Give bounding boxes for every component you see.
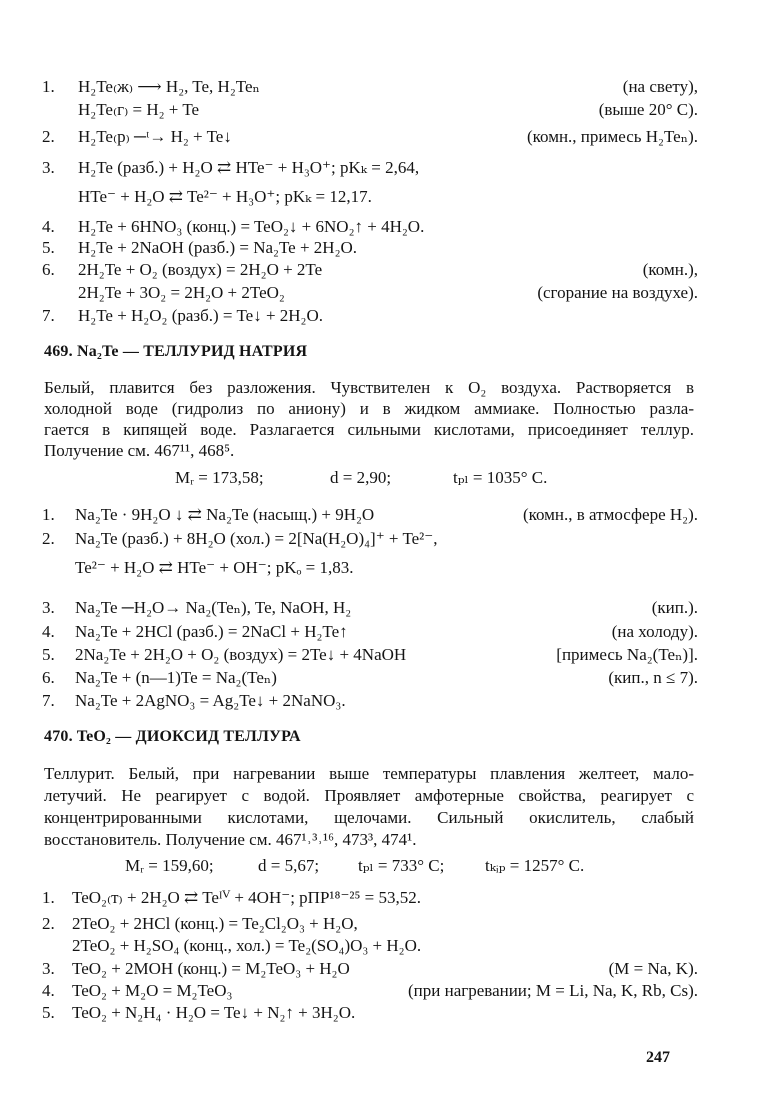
equation: TeO₂₍т₎ + 2H₂O ⇄ Teᴵⱽ + 4OH⁻; pПР¹⁸⁻²⁵ = 53,52. — [72, 888, 422, 907]
condition-note: (комн.), — [642, 260, 698, 279]
reaction-line — [0, 99, 768, 121]
paragraph-text: холодной воде (гидролиз по аниону) и в жидком аммиаке. Полностью разла- — [44, 399, 694, 418]
equation: Na₂Te + 2HCl (разб.) = 2NaCl + H₂Te↑ — [75, 622, 348, 641]
reaction-line — [0, 913, 768, 935]
molar-mass: Mᵣ = 173,58; — [175, 468, 264, 487]
reaction-line — [0, 1002, 768, 1024]
equation: TeO₂ + N₂H₄ · H₂O = Te↓ + N₂↑ + 3H₂O. — [72, 1003, 356, 1022]
reaction-line — [0, 980, 768, 1002]
melting-point: tₚₗ = 733° С; — [358, 856, 445, 875]
melting-point: tₚₗ = 1035° С. — [453, 468, 548, 487]
reaction-line — [0, 282, 768, 304]
equation: Te²⁻ + H₂O ⇄ HTe⁻ + OH⁻; pKₒ = 1,83. — [75, 558, 354, 577]
item-number: 7. — [42, 691, 55, 710]
reaction-line — [0, 597, 768, 619]
reaction-line — [0, 126, 768, 148]
equation: Na₂Te ─H₂O→ Na₂(Teₙ), Te, NaOH, H₂ — [75, 598, 352, 617]
paragraph-line — [0, 398, 768, 420]
item-number: 3. — [42, 598, 55, 617]
reaction-line — [0, 667, 768, 689]
condition-note: (на свету), — [622, 77, 698, 96]
paragraph-line — [0, 377, 768, 399]
reaction-line — [0, 644, 768, 666]
page-number: 247 — [646, 1049, 670, 1066]
item-number: 5. — [42, 1003, 55, 1022]
equation: 2TeO₂ + 2HCl (конц.) = Te₂Cl₂O₃ + H₂O, — [72, 914, 358, 933]
section-heading — [0, 342, 768, 364]
reaction-line — [0, 958, 768, 980]
condition-note: (при нагревании; M = Li, Na, K, Rb, Cs). — [408, 981, 698, 1000]
paragraph-text: Теллурит. Белый, при нагревании выше температуры плавления желтеет, мало- — [44, 764, 694, 783]
reaction-line — [0, 887, 768, 909]
item-number: 4. — [42, 981, 55, 1000]
item-number: 7. — [42, 306, 55, 325]
equation: HTe⁻ + H₂O ⇄ Te²⁻ + H₃O⁺; pKₖ = 12,17. — [78, 187, 372, 206]
section-heading-text: 469. Na₂Te — ТЕЛЛУРИД НАТРИЯ — [44, 343, 308, 360]
condition-note: (кип.). — [651, 598, 698, 617]
reaction-line — [0, 305, 768, 327]
equation: H₂Te₍ж₎ ⟶ H₂, Te, H₂Teₙ — [78, 77, 260, 96]
condition-note: (M = Na, K). — [608, 959, 698, 978]
density: d = 2,90; — [330, 468, 392, 487]
reaction-line — [0, 557, 768, 579]
section-heading-text: 470. TeO₂ — ДИОКСИД ТЕЛЛУРА — [44, 728, 301, 745]
item-number: 3. — [42, 959, 55, 978]
item-number: 3. — [42, 158, 55, 177]
reaction-line — [0, 528, 768, 550]
reaction-line — [0, 237, 768, 259]
paragraph-line — [0, 785, 768, 807]
reaction-line — [0, 259, 768, 281]
reaction-line — [0, 76, 768, 98]
condition-note: (кип., n ≤ 7). — [608, 668, 698, 687]
item-number: 6. — [42, 668, 55, 687]
item-number: 6. — [42, 260, 55, 279]
paragraph-line — [0, 829, 768, 851]
item-number: 4. — [42, 217, 55, 236]
equation: 2H₂Te + O₂ (воздух) = 2H₂O + 2Te — [78, 260, 323, 279]
equation: TeO₂ + M₂O = M₂TeO₃ — [72, 981, 233, 1000]
reaction-line — [0, 504, 768, 526]
boiling-point: tₖᵢₚ = 1257° С. — [485, 856, 585, 875]
paragraph-line — [0, 419, 768, 441]
paragraph-line — [0, 440, 768, 462]
reaction-line — [0, 935, 768, 957]
item-number: 2. — [42, 529, 55, 548]
item-number: 2. — [42, 914, 55, 933]
density: d = 5,67; — [258, 856, 320, 875]
reaction-line — [0, 690, 768, 712]
condition-note: (выше 20° С). — [598, 100, 698, 119]
properties-line — [0, 467, 768, 489]
item-number: 1. — [42, 888, 55, 907]
molar-mass: Mᵣ = 159,60; — [125, 856, 214, 875]
equation: H₂Te + 2NaOH (разб.) = Na₂Te + 2H₂O. — [78, 238, 358, 257]
item-number: 5. — [42, 645, 55, 664]
reaction-line — [0, 157, 768, 179]
equation: H₂Te (разб.) + H₂O ⇄ HTe⁻ + H₃O⁺; pKₖ = 2,64, — [78, 158, 420, 177]
item-number: 1. — [42, 77, 55, 96]
properties-line — [0, 855, 768, 877]
section-heading — [0, 727, 768, 749]
reaction-line — [0, 621, 768, 643]
item-number: 2. — [42, 127, 55, 146]
equation: Na₂Te · 9H₂O ↓ ⇄ Na₂Te (насыщ.) + 9H₂O — [75, 505, 375, 524]
paragraph-line — [0, 763, 768, 785]
reaction-line — [0, 216, 768, 238]
equation: H₂Te₍г₎ = H₂ + Te — [78, 100, 200, 119]
condition-note: (сгорание на воздухе). — [537, 283, 698, 302]
condition-note: (комн., в атмосфере H₂). — [522, 505, 698, 524]
paragraph-text: летучий. Не реагирует с водой. Проявляет амфотерные свойства, реагирует с — [44, 786, 694, 805]
condition-note: (на холоду). — [611, 622, 698, 641]
condition-note: [примесь Na₂(Teₙ)]. — [556, 645, 698, 664]
equation: 2H₂Te + 3O₂ = 2H₂O + 2TeO₂ — [78, 283, 285, 302]
equation: Na₂Te + 2AgNO₃ = Ag₂Te↓ + 2NaNO₃. — [75, 691, 346, 710]
equation: H₂Te + H₂O₂ (разб.) = Te↓ + 2H₂O. — [78, 306, 324, 325]
equation: TeO₂ + 2MOH (конц.) = M₂TeO₃ + H₂O — [72, 959, 350, 978]
reaction-line — [0, 186, 768, 208]
equation: Na₂Te (разб.) + 8H₂O (хол.) = 2[Na(H₂O)₄]⁺ + Te²⁻, — [75, 529, 438, 548]
equation: 2Na₂Te + 2H₂O + O₂ (воздух) = 2Te↓ + 4NaOH — [75, 645, 407, 664]
condition-note: (комн., примесь H₂Teₙ). — [526, 127, 698, 146]
item-number: 1. — [42, 505, 55, 524]
paragraph-text: концентрированными кислотами, щелочами. Сильный окислитель, слабый — [44, 808, 694, 827]
item-number: 4. — [42, 622, 55, 641]
paragraph-text: Белый, плавится без разложения. Чувствителен к O₂ воздуха. Растворяется в — [44, 378, 694, 397]
paragraph-text: гается в кипящей воде. Разлагается сильными кислотами, присоединяет теллур. — [44, 420, 694, 439]
equation: Na₂Te + (n—1)Te = Na₂(Teₙ) — [75, 668, 277, 687]
paragraph-line — [0, 807, 768, 829]
item-number: 5. — [42, 238, 55, 257]
equation: H₂Te + 6HNO₃ (конц.) = TeO₂↓ + 6NO₂↑ + 4H₂O. — [78, 217, 425, 236]
paragraph-text: Получение см. 467¹¹, 468⁵. — [44, 441, 235, 460]
equation: 2TeO₂ + H₂SO₄ (конц., хол.) = Te₂(SO₄)O₃ + H₂O. — [72, 936, 422, 955]
paragraph-text: восстановитель. Получение см. 467¹˒³˒¹⁶, 473³, 474¹. — [44, 830, 417, 849]
equation: H₂Te₍р₎ ─ᵗ→ H₂ + Te↓ — [78, 127, 232, 146]
